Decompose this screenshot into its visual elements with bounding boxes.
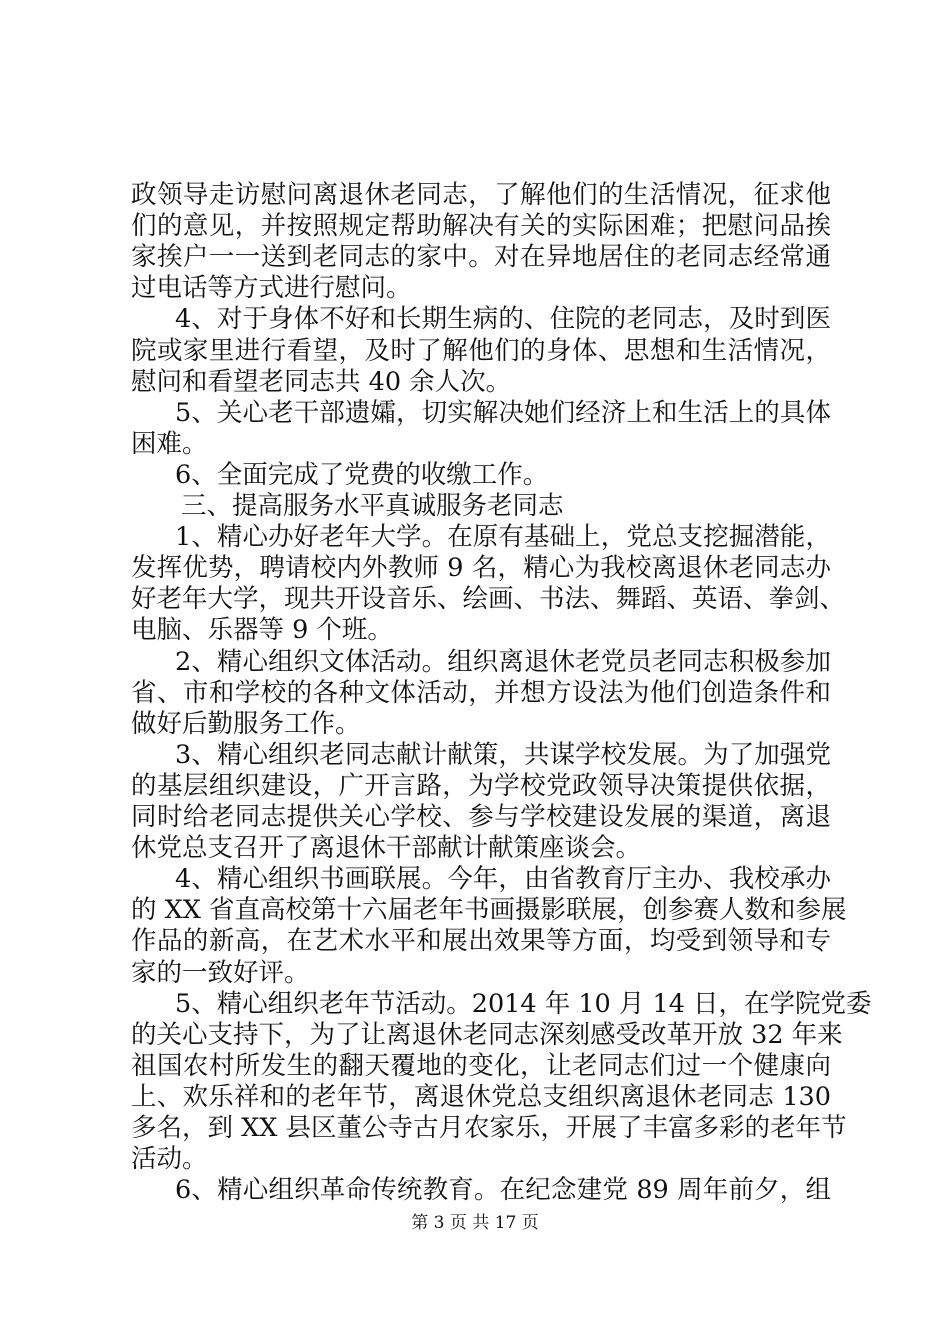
text-line: 5、关心老干部遗孀，切实解决她们经济上和生活上的具体	[175, 398, 831, 428]
text-line: 的基层组织建设，广开言路，为学校党政领导决策提供依据，	[131, 771, 831, 801]
text-line: 多名，到 XX 县区董公寺古月农家乐，开展了丰富多彩的老年节	[131, 1113, 847, 1143]
text-line: 作品的新高，在艺术水平和展出效果等方面，均受到领导和专	[131, 926, 831, 956]
text-line: 休党总支召开了离退休干部献计献策座谈会。	[131, 833, 642, 863]
text-line: 上、欢乐祥和的老年节，离退休党总支组织离退休老同志 130	[131, 1082, 831, 1112]
text-line: 发挥优势，聘请校内外教师 9 名，精心为我校离退休老同志办	[131, 553, 831, 583]
text-line: 6、精心组织革命传统教育。在纪念建党 89 周年前夕，组	[175, 1175, 831, 1205]
text-line: 过电话等方式进行慰问。	[131, 273, 412, 303]
text-line: 2、精心组织文体活动。组织离退休老党员老同志积极参加	[175, 647, 831, 677]
text-line: 的关心支持下，为了让离退休老同志深刻感受改革开放 32 年来	[131, 1020, 843, 1050]
text-line: 省、市和学校的各种文体活动，并想方设法为他们创造条件和	[131, 678, 831, 708]
text-line: 活动。	[131, 1144, 208, 1174]
text-line: 的 XX 省直高校第十六届老年书画摄影联展，创参赛人数和参展	[131, 895, 847, 925]
text-line: 们的意见，并按照规定帮助解决有关的实际困难；把慰问品挨	[131, 211, 831, 241]
text-line: 3、精心组织老同志献计献策，共谋学校发展。为了加强党	[175, 740, 831, 770]
text-line: 三、提高服务水平真诚服务老同志	[181, 491, 564, 521]
text-line: 4、对于身体不好和长期生病的、住院的老同志，及时到医	[175, 304, 831, 334]
page-footer: 第 3 页 共 17 页	[411, 1213, 539, 1233]
text-line: 6、全面完成了党费的收缴工作。	[175, 460, 549, 490]
text-line: 同时给老同志提供关心学校、参与学校建设发展的渠道，离退	[131, 802, 831, 832]
text-line: 做好后勤服务工作。	[131, 709, 361, 739]
text-line: 困难。	[131, 429, 208, 459]
text-line: 院或家里进行看望，及时了解他们的身体、思想和生活情况，	[131, 336, 831, 366]
text-line: 好老年大学，现共开设音乐、绘画、书法、舞蹈、英语、拳剑、	[131, 584, 846, 614]
text-line: 祖国农村所发生的翻天覆地的变化，让老同志们过一个健康向	[131, 1051, 831, 1081]
text-line: 4、精心组织书画联展。今年，由省教育厅主办、我校承办	[175, 864, 831, 894]
text-line: 电脑、乐器等 9 个班。	[131, 615, 393, 645]
text-line: 家挨户一一送到老同志的家中。对在异地居住的老同志经常通	[131, 242, 831, 272]
text-line: 1、精心办好老年大学。在原有基础上，党总支挖掘潜能，	[175, 522, 831, 552]
text-line: 5、精心组织老年节活动。2014 年 10 月 14 日，在学院党委	[175, 989, 872, 1019]
text-line: 家的一致好评。	[131, 958, 310, 988]
text-line: 慰问和看望老同志共 40 余人次。	[131, 367, 512, 397]
text-line: 政领导走访慰问离退休老同志，了解他们的生活情况，征求他	[131, 180, 831, 210]
